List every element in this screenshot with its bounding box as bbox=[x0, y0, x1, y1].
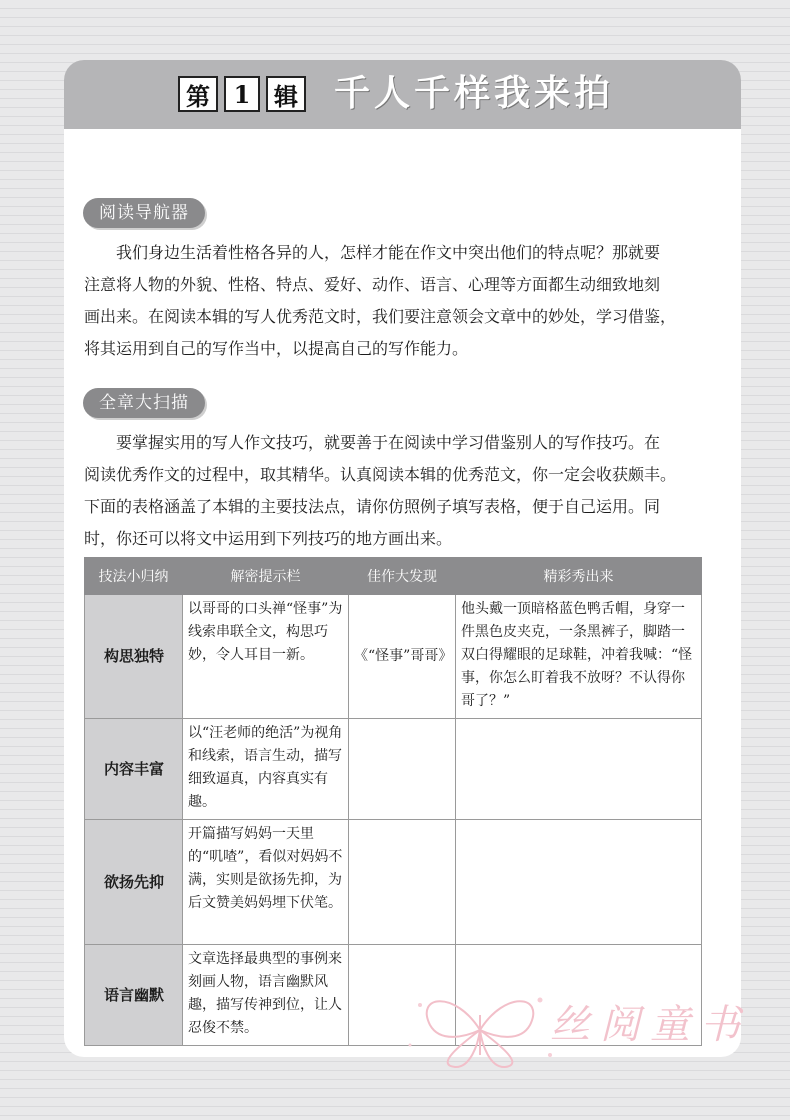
work-cell bbox=[349, 820, 456, 945]
butterfly-icon bbox=[400, 985, 560, 1075]
chapter-title: 千人千样我来拍 bbox=[334, 73, 615, 114]
navigator-paragraph bbox=[84, 237, 701, 365]
header-technique: 技法小归纳 bbox=[85, 558, 183, 595]
technique-cell: 语言幽默 bbox=[85, 945, 183, 1046]
chapter-suffix-box: 辑 bbox=[266, 76, 306, 112]
scan-line: 阅读优秀作文的过程中，取其精华。认真阅读本辑的优秀范文，你一定会收获颇丰。 bbox=[84, 465, 677, 484]
header-excerpt: 精彩秀出来 bbox=[456, 558, 702, 595]
technique-cell: 内容丰富 bbox=[85, 719, 183, 820]
header-hint: 解密提示栏 bbox=[183, 558, 349, 595]
table-row bbox=[85, 820, 702, 945]
navigator-line: 将其运用到自己的写作当中，以提高自己的写作能力。 bbox=[84, 339, 469, 358]
publisher-watermark bbox=[400, 985, 760, 1075]
navigator-line: 画出来。在阅读本辑的写人优秀范文时，我们要注意领会文章中的妙处，学习借鉴， bbox=[84, 307, 677, 326]
header-work: 佳作大发现 bbox=[349, 558, 456, 595]
excerpt-cell bbox=[456, 820, 702, 945]
hint-cell: 以“汪老师的绝活”为视角和线索，语言生动，描写细致逼真，内容真实有趣。 bbox=[183, 719, 349, 820]
scan-line: 下面的表格涵盖了本辑的主要技法点，请你仿照例子填写表格，便于自己运用。同 bbox=[84, 497, 661, 516]
hint-cell: 文章选择最典型的事例来刻画人物，语言幽默风趣，描写传神到位，让人忍俊不禁。 bbox=[183, 945, 349, 1046]
technique-table bbox=[84, 557, 702, 1046]
hint-cell: 以哥哥的口头禅“怪事”为线索串联全文，构思巧妙，令人耳目一新。 bbox=[183, 595, 349, 719]
excerpt-cell bbox=[456, 719, 702, 820]
chapter-header bbox=[64, 60, 741, 129]
work-cell bbox=[349, 719, 456, 820]
navigator-line: 注意将人物的外貌、性格、特点、爱好、动作、语言、心理等方面都生动细致地刻 bbox=[84, 275, 661, 294]
table-row bbox=[85, 595, 702, 719]
scan-line: 要掌握实用的写人作文技巧，就要善于在阅读中学习借鉴别人的写作技巧。在 bbox=[116, 433, 661, 452]
scan-section-label: 全章大扫描 bbox=[83, 388, 205, 418]
work-cell: 《“怪事”哥哥》 bbox=[349, 595, 456, 719]
chapter-prefix-box: 第 bbox=[178, 76, 218, 112]
navigator-section-label: 阅读导航器 bbox=[83, 198, 205, 228]
excerpt-cell: 他头戴一顶暗格蓝色鸭舌帽，身穿一件黑色皮夹克，一条黑裤子，脚踏一双白得耀眼的足球鞋，冲着我喊：“怪事，你怎么盯着我不放呀？不认得你哥了？” bbox=[456, 595, 702, 719]
hint-cell: 开篇描写妈妈一天里的“叽喳”，看似对妈妈不满，实则是欲扬先抑，为后文赞美妈妈埋下伏笔。 bbox=[183, 820, 349, 945]
table-header-row bbox=[85, 558, 702, 595]
scan-paragraph bbox=[84, 427, 701, 555]
navigator-line: 我们身边生活着性格各异的人，怎样才能在作文中突出他们的特点呢？那就要 bbox=[116, 243, 661, 262]
chapter-number-box: 1 bbox=[224, 76, 260, 112]
scan-line: 时，你还可以将文中运用到下列技巧的地方画出来。 bbox=[84, 529, 453, 548]
technique-cell: 欲扬先抑 bbox=[85, 820, 183, 945]
watermark-text: 丝阅童书 bbox=[550, 1002, 750, 1048]
table-row bbox=[85, 719, 702, 820]
technique-cell: 构思独特 bbox=[85, 595, 183, 719]
